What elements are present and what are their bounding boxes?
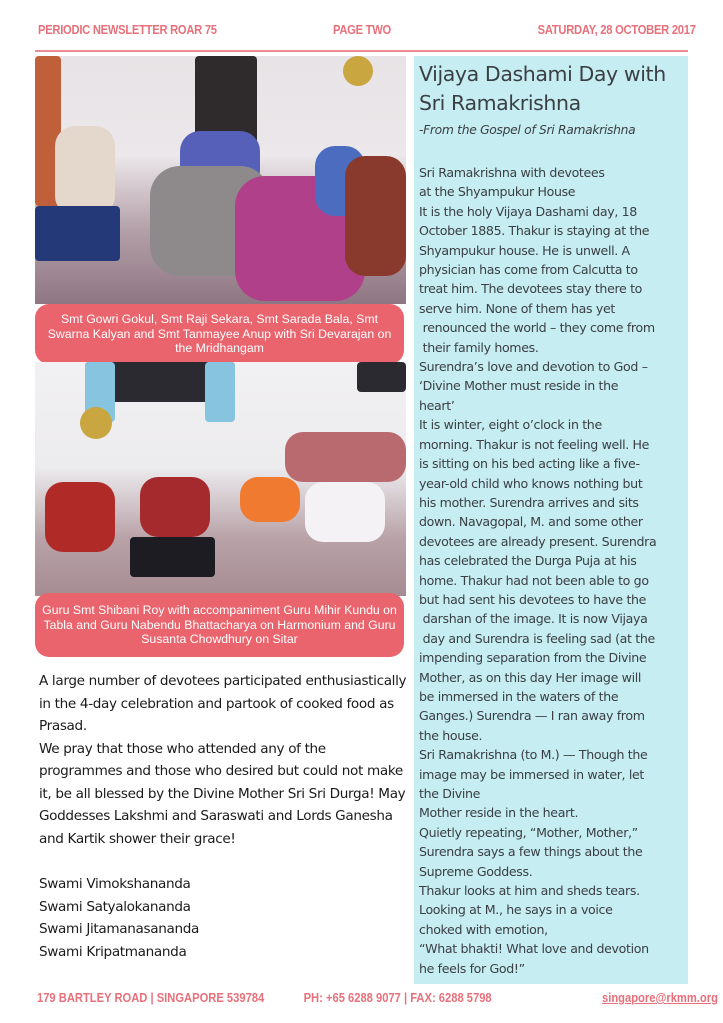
sidebar-line: is sitting on his bed acting like a five-	[419, 456, 640, 472]
sidebar-line: Surendra’s love and devotion to God –	[419, 359, 648, 375]
sidebar-line: has celebrated the Durga Puja at his	[419, 553, 637, 569]
harmonium	[130, 537, 215, 577]
publication-name: PERIODIC NEWSLETTER ROAR 75	[38, 22, 217, 37]
person	[305, 482, 385, 542]
curtain	[205, 362, 235, 422]
photo-instrumentalists	[35, 362, 406, 596]
person	[55, 126, 115, 216]
sidebar-line: darshan of the image. It is now Vijaya	[419, 611, 648, 627]
header-divider	[35, 50, 688, 52]
person	[240, 477, 300, 522]
sidebar-line: physician has come from Calcutta to	[419, 262, 638, 278]
sidebar-title: Vijaya Dashami Day with Sri Ramakrishna	[419, 62, 666, 115]
sidebar-line: but had sent his devotees to have the	[419, 591, 647, 607]
sidebar-line: home. Thakur had not been able to go	[419, 572, 649, 588]
sidebar-line: October 1885. Thakur is staying at the	[419, 223, 650, 239]
signatory: Swami Jitamanasananda	[39, 921, 199, 937]
sidebar-line: Shyampukur house. He is unwell. A	[419, 242, 630, 258]
event-summary	[39, 670, 411, 850]
signatory: Swami Kripatmananda	[39, 943, 187, 960]
sidebar-line: “What bhakti! What love and devotion	[419, 941, 649, 957]
sidebar-line: be immersed in the waters of the	[419, 688, 619, 704]
audience	[285, 432, 406, 482]
sidebar-line: his mother. Surendra arrives and sits	[419, 494, 639, 510]
sidebar-line: Mother reside in the heart.	[419, 805, 579, 821]
fan	[80, 407, 112, 439]
photo-caption-2: Guru Smt Shibani Roy with accompaniment Guru Mihir Kundu on Tabla and Guru Nabendu Bhattacharya on Harmonium and Guru Susanta Chowdhury on Sitar	[35, 593, 404, 657]
page-footer	[37, 990, 718, 1010]
sidebar-line: Sri Ramakrishna (to M.) — Though the	[419, 747, 648, 763]
sidebar-line: ‘Divine Mother must reside in the	[419, 378, 619, 394]
sidebar-line: Thakur looks at him and sheds tears.	[419, 883, 640, 899]
person	[45, 482, 115, 552]
sidebar-subtitle: -From the Gospel of Sri Ramakrishna	[419, 123, 636, 137]
sidebar-line: day and Surendra is feeling sad (at the	[419, 630, 655, 646]
sidebar-line: devotees are already present. Surendra	[419, 533, 657, 549]
sidebar-line: heart’	[419, 397, 455, 413]
prayer-paragraph: We pray that those who attended any of the programmes and those who desired but could not make it, be all blessed by the Divine Mother Sri Sri Durga! May Goddesses Lakshmi and Saraswati and Lords Ganesha and Kartik shower their grace!	[39, 740, 406, 847]
sidebar-line: morning. Thakur is not feeling well. He	[419, 436, 650, 452]
sidebar-line: year-old child who knows nothing but	[419, 475, 643, 491]
sidebar-line: It is the holy Vijaya Dashami day, 18	[419, 203, 637, 219]
signatory: Swami Vimokshananda	[39, 876, 191, 892]
sidebar-line: down. Navagopal, M. and some other	[419, 514, 643, 530]
footer-address: 179 BARTLEY ROAD | SINGAPORE 539784	[37, 990, 265, 1005]
photo-vocalists	[35, 56, 406, 304]
sidebar-line: at the Shyampukur House	[419, 184, 576, 200]
sidebar-line: Looking at M., he says in a voice	[419, 902, 613, 918]
sidebar-line: Supreme Goddess.	[419, 863, 533, 879]
sidebar-line: renounced the world – they come from	[419, 320, 655, 336]
sidebar-line: the Divine	[419, 786, 481, 801]
sidebar-line: Quietly repeating, “Mother, Mother,”	[419, 824, 638, 840]
sidebar-line: impending separation from the Divine	[419, 650, 647, 666]
sidebar-line: Surendra says a few things about the	[419, 844, 643, 860]
sidebar-line: Ganges.) Surendra — I ran away from	[419, 708, 645, 724]
footer-phone: PH: +65 6288 9077 | FAX: 6288 5798	[303, 990, 492, 1005]
sidebar-line: serve him. None of them has yet	[419, 300, 615, 316]
sidebar-line: he feels for God!”	[419, 960, 525, 976]
sidebar-line: It is winter, eight o’clock in the	[419, 417, 602, 433]
footer-email-link[interactable]: singapore@rkmm.org	[602, 990, 718, 1005]
sidebar-line: Sri Ramakrishna with devotees	[419, 165, 605, 180]
mridhangam	[35, 206, 120, 261]
sidebar-line: the house.	[419, 727, 483, 743]
sidebar-body	[419, 163, 691, 978]
sidebar-line: treat him. The devotees stay there to	[419, 281, 643, 297]
page-header	[38, 22, 696, 44]
sidebar-line: image may be immersed in water, let	[419, 766, 644, 782]
sidebar-line: Mother, as on this day Her image will	[419, 669, 642, 685]
sidebar-line: choked with emotion,	[419, 921, 548, 937]
summary-paragraph: A large number of devotees participated enthusiastically in the 4-day celebration and partook of cooked food as Prasad.	[39, 673, 407, 734]
signatory: Swami Satyalokananda	[39, 898, 191, 915]
page-number: PAGE TWO	[332, 22, 391, 37]
person	[345, 156, 406, 276]
signatories	[39, 873, 199, 963]
issue-date: SATURDAY, 28 OCTOBER 2017	[537, 22, 696, 37]
fan	[343, 56, 373, 86]
person	[140, 477, 210, 537]
window	[357, 362, 406, 392]
sidebar-line: their family homes.	[419, 339, 539, 355]
photo-caption-1: Smt Gowri Gokul, Smt Raji Sekara, Smt Sarada Bala, Smt Swarna Kalyan and Smt Tanmayee Anup with Sri Devarajan on the Mridhangam	[35, 304, 404, 364]
